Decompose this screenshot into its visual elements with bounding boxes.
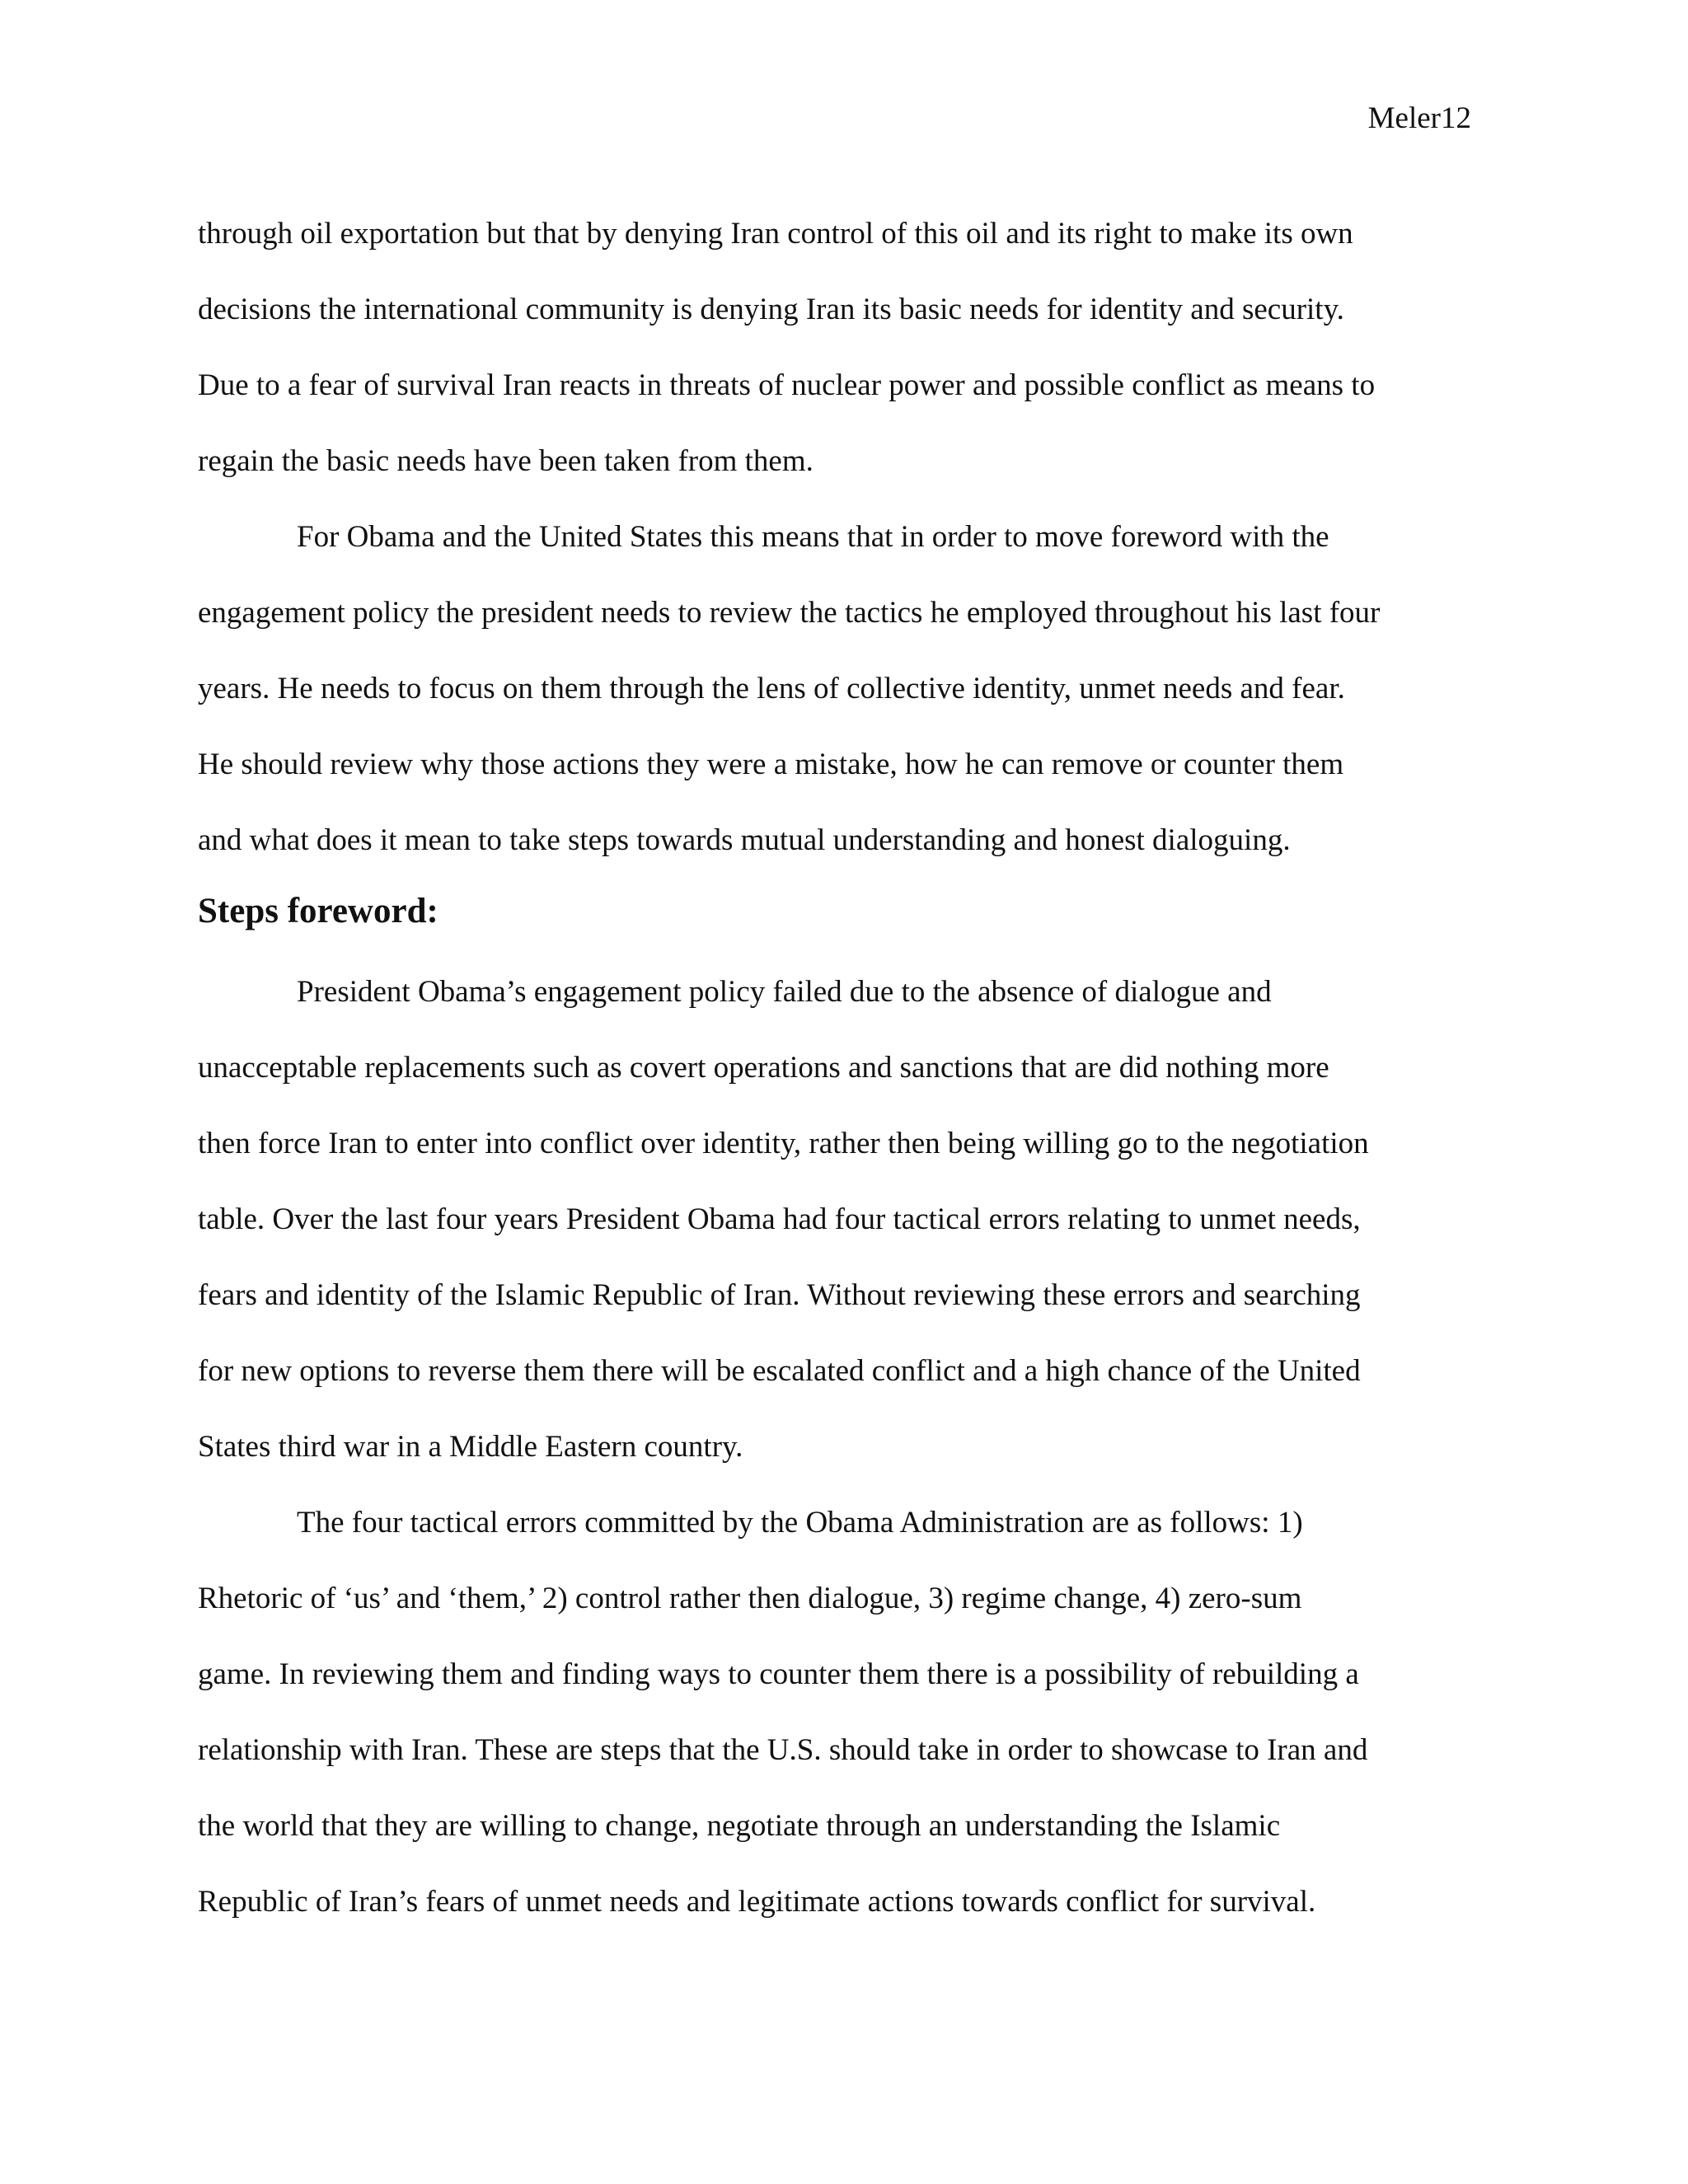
page-number-header: Meler12 [1367,101,1471,135]
text-line: years. He needs to focus on them through the lens of collective identity, unmet needs and fear. [198,672,1345,705]
text-line: relationship with Iran. These are steps that the U.S. should take in order to showcase to Iran and [198,1733,1368,1767]
text-line: for new options to reverse them there will be escalated conflict and a high chance of the United [198,1354,1361,1388]
text-line: Republic of Iran’s fears of unmet needs and legitimate actions towards conflict for survival. [198,1885,1316,1919]
text-line: game. In reviewing them and finding ways to counter them there is a possibility of rebuilding a [198,1657,1359,1691]
paragraph-1 [198,196,1471,499]
document-body [198,196,1471,1940]
text-line: States third war in a Middle Eastern country. [198,1430,743,1464]
text-line: decisions the international community is denying Iran its basic needs for identity and security. [198,293,1344,326]
paragraph-4 [198,1485,1471,1940]
text-line: fears and identity of the Islamic Republic of Iran. Without reviewing these errors and searching [198,1278,1361,1312]
text-line: Rhetoric of ‘us’ and ‘them,’ 2) control rather then dialogue, 3) regime change, 4) zero-sum [198,1582,1302,1615]
text-line: Due to a fear of survival Iran reacts in threats of nuclear power and possible conflict as means to [198,368,1376,402]
text-line: He should review why those actions they were a mistake, how he can remove or counter them [198,748,1344,781]
text-line: For Obama and the United States this means that in order to move foreword with the [297,520,1329,554]
text-line: regain the basic needs have been taken from them. [198,444,814,478]
text-line: and what does it mean to take steps towards mutual understanding and honest dialoguing. [198,823,1291,857]
section-heading: Steps foreword: [198,892,438,930]
paragraph-2 [198,499,1471,879]
paragraph-3 [198,954,1471,1485]
text-line: the world that they are willing to change, negotiate through an understanding the Islamic [198,1809,1281,1843]
text-line: unacceptable replacements such as covert operations and sanctions that are did nothing more [198,1051,1329,1085]
text-line: table. Over the last four years President Obama had four tactical errors relating to unmet needs, [198,1202,1361,1236]
text-line: The four tactical errors committed by the Obama Administration are as follows: 1) [297,1506,1303,1540]
text-line: engagement policy the president needs to review the tactics he employed throughout his last four [198,596,1381,630]
text-line: through oil exportation but that by denying Iran control of this oil and its right to make its own [198,217,1353,251]
text-line: President Obama’s engagement policy failed due to the absence of dialogue and [297,975,1272,1009]
text-line: then force Iran to enter into conflict over identity, rather then being willing go to the negotiation [198,1127,1369,1160]
